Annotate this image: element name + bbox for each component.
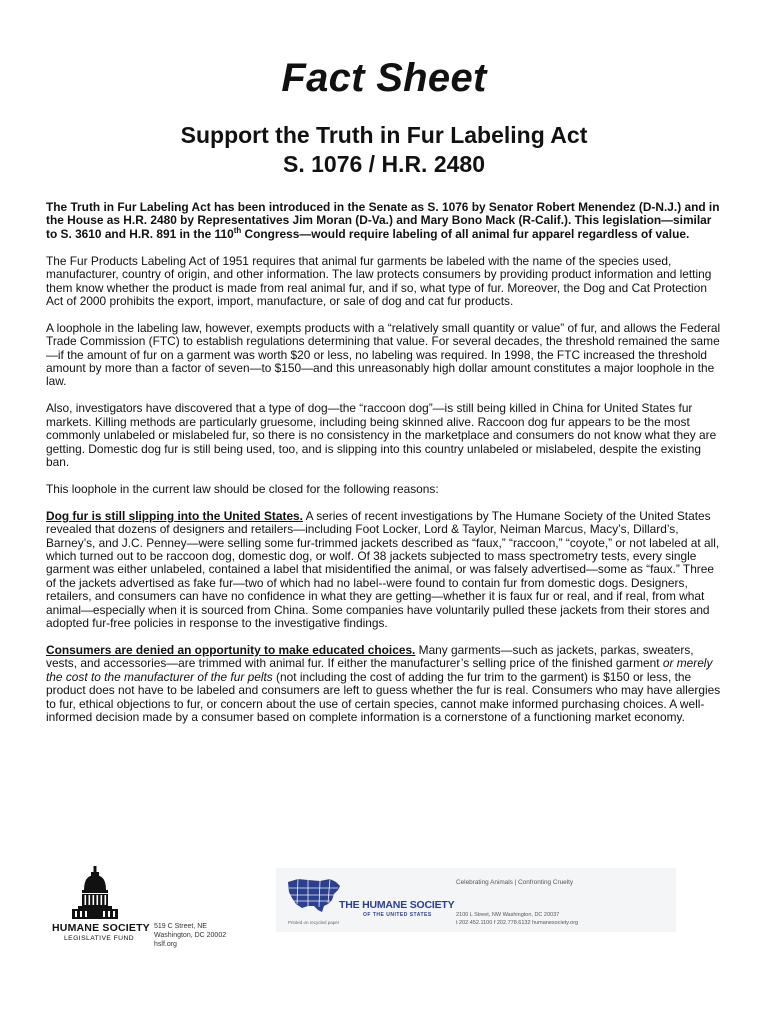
- intro-text-part-1: The Truth in Fur Labeling Act has been introduced in the Senate as S. 1076 by Senator Robert Menendez (D-N.J.) and in the House as H.R. 2480 by Representatives Jim Moran (D-Va.) and Mary Bono Mack (R-Calif.). This legislation—similar to S. 3610 and H.R. 891 in the 110: [46, 200, 720, 241]
- intro-paragraph: [46, 201, 722, 241]
- paragraph-raccoon-dog: Also, investigators have discovered that a type of dog—the “raccoon dog”—is still being killed in China for United States fur markets. Killing methods are particularly gruesome, including being skinned alive. Raccoon dog fur appears to be the most commonly unlabeled or mislabeled fur, so there is no consistency in the marketplace and consumers do not know what they are getting. Domestic dog fur is still being used, too, and is slipping into this country unlabeled or mislabeled, despite the existing ban.: [46, 401, 717, 469]
- reason-consumers-emphasis: or merely the cost to the manufacturer of the fur pelts: [46, 656, 713, 684]
- reason-dog-fur-heading: Dog fur is still slipping into the United States.: [46, 508, 303, 523]
- reason-consumers-body-1: Many garments—such as jackets, parkas, sweaters, vests, and accessories—are trimmed with animal fur. If either the manufacturer’s selling price of the finished garment: [46, 642, 694, 671]
- capitol-dome-icon: [70, 866, 120, 922]
- hsus-tagline: Celebrating Animals | Confronting Cruelty: [456, 879, 574, 886]
- hsus-name: THE HUMANE SOCIETY: [339, 899, 455, 911]
- recycled-paper-note: Printed on recycled paper: [288, 920, 340, 925]
- hslf-website: hslf.org: [154, 941, 177, 948]
- hslf-address-line-1: 519 C Street, NE: [154, 923, 207, 930]
- paragraph-loophole: A loophole in the labeling law, however, exempts products with a “relatively small quantity or value” of fur, and allows the Federal Trade Commission (FTC) to establish regulations determining that value. For several decades, the threshold remained the same—if the amount of fur on a garment was worth $20 or less, no labeling was required. In 1998, the FTC increased the threshold amount by more than a factor of seven—to $150—and this unreasonably high dollar amount constitutes a major loophole in the law.: [46, 320, 721, 389]
- hslf-address: [154, 922, 226, 949]
- intro-superscript: th: [233, 225, 242, 235]
- fact-sheet-page: [46, 0, 722, 738]
- us-map-icon: [286, 876, 342, 916]
- reason-consumers-heading: Consumers are denied an opportunity to make educated choices.: [46, 642, 416, 657]
- hsus-subname: OF THE UNITED STATES: [363, 912, 432, 918]
- hsus-phone-line: t 202.452.1100 f 202.778.6132 humanesociety.org: [456, 919, 579, 926]
- subtitle-line-1: Support the Truth in Fur Labeling Act: [180, 122, 588, 148]
- paragraph-fur-products-act: The Fur Products Labeling Act of 1951 requires that animal fur garments be labeled with the name of the species used, manufacturer, country of origin, and other information. The law protects consumers by providing product information and letting them know whether the product is made from real animal fur, and if so, what type of fur. Moreover, the Dog and Cat Protection Act of 2000 prohibits the export, import, manufacture, or sale of dog and cat fur products.: [46, 253, 712, 308]
- reason-dog-fur: [46, 510, 722, 631]
- paragraph-reasons-intro: This loophole in the current law should be closed for the following reasons:: [46, 481, 439, 496]
- hsus-logo-block: [276, 868, 676, 932]
- page-title: Fact Sheet: [281, 56, 487, 100]
- reason-consumers: [46, 644, 722, 724]
- hslf-logo-block: [48, 866, 238, 956]
- subtitle-line-2: S. 1076 / H.R. 2480: [282, 151, 485, 177]
- intro-text-part-2: Congress—would require labeling of all animal fur apparel regardless of value.: [241, 226, 690, 241]
- page-subtitle: [46, 121, 722, 179]
- hslf-subname: LEGISLATIVE FUND: [64, 935, 135, 942]
- reason-dog-fur-body: A series of recent investigations by The Humane Society of the United States revealed that dozens of designers and retailers—including Foot Locker, Lord & Taylor, Neiman Marcus, Macy’s, Dillard’s, Barney’s, and J.C. Penney—were selling some fur-trimmed jackets described as “faux,” “raccoon,” “coyote,” or not labeled at all, which turned out to be raccoon dog, domestic dog, or wolf. Of 38 jackets subjected to mass spectrometry tests, every single garment was either unlabeled, contained a label that misidentified the animal, or was falsely advertised—some as “faux.” Three of the jackets advertised as fake fur—two of which had no label--were found to contain fur from domestic dogs. Designers, retailers, and consumers can have no confidence in what they are getting—whether it is faux fur or real, and if real, from what animal—especially when it is sourced from China. Some companies have voluntarily pulled these jackets from their stores and adopted fur-free policies in response to the investigative findings.: [46, 508, 720, 631]
- hsus-address: [456, 912, 578, 927]
- hslf-name: HUMANE SOCIETY: [52, 922, 150, 934]
- reason-consumers-body-2: (not including the cost of adding the fur trim to the garment) is $150 or less, the product does not have to be labeled and consumers are left to guess whether the fur is real. Consumers who may have allergies to fur, ethical objections to fur, or concern about the use of certain species, cannot make informed purchasing choices. A well-informed decision made by a consumer based on complete information is a cornerstone of a functioning market economy.: [46, 669, 721, 724]
- hslf-address-line-2: Washington, DC 20002: [154, 932, 227, 939]
- hsus-address-line: 2100 L Street, NW Washington, DC 20037: [456, 912, 560, 918]
